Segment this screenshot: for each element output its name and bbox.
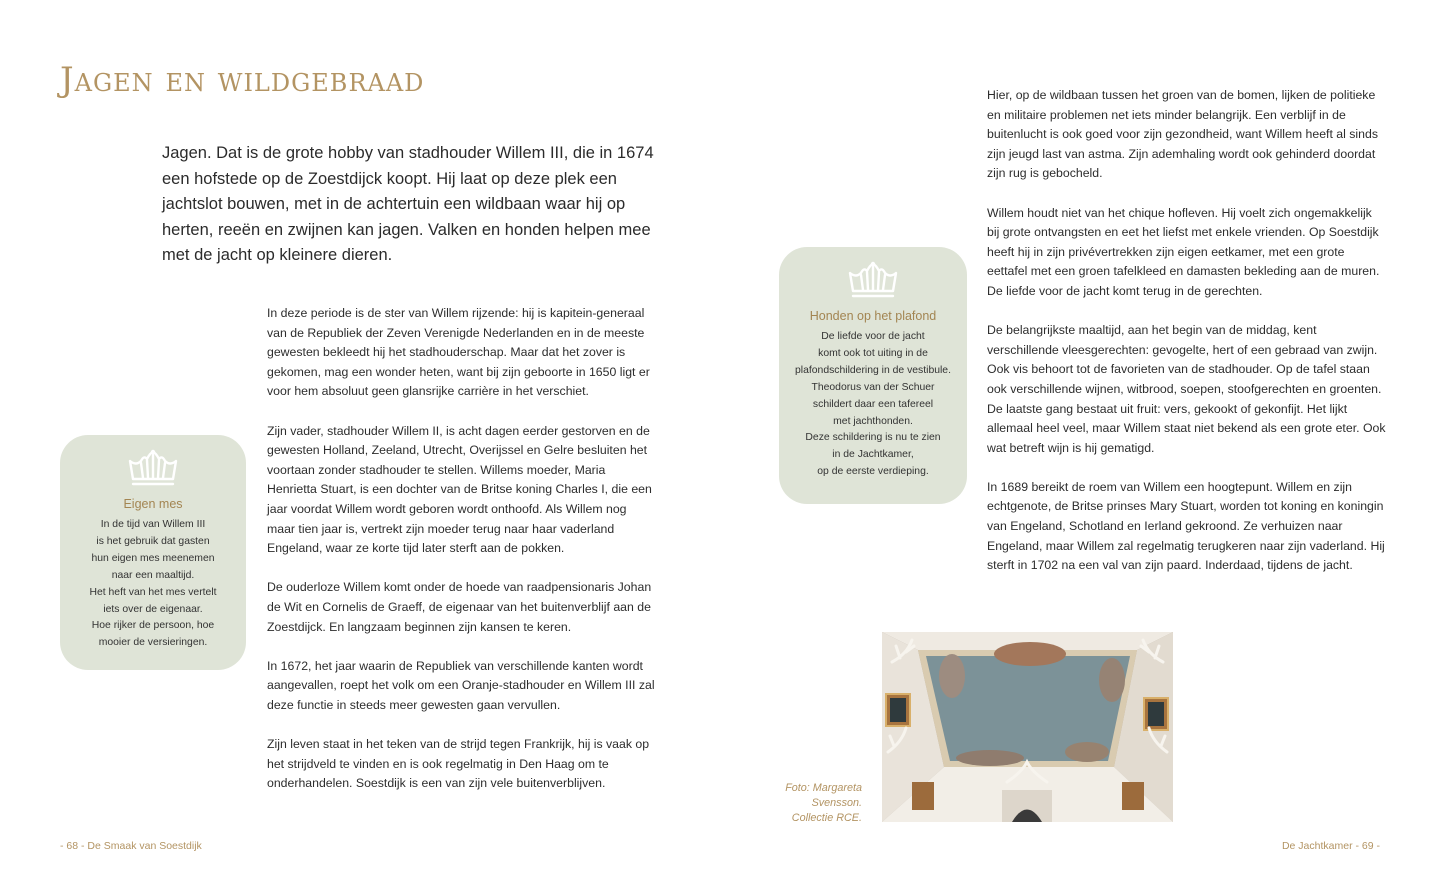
sidebar-text (60, 517, 246, 652)
sidebar-line: De liefde voor de jacht (821, 331, 925, 342)
sidebar-line: is het gebruik dat gasten (96, 535, 210, 547)
ceiling-photo (882, 632, 1173, 822)
sidebar-line: op de eerste verdieping. (817, 466, 929, 478)
sidebar-line: schildert daar een tafereel (812, 398, 934, 410)
sidebar-line: Hoe rijker de persoon, hoe (91, 620, 215, 632)
body-paragraph: Zijn leven staat in het teken van de strijd tegen Frankrijk, hij is vaak op het strijdveld te vinden en is ook regelmatig in Den Haag om te onderhandelen. Soestdijk is een van zijn vele buitenverblijven. (267, 737, 650, 791)
crown-icon (127, 449, 179, 489)
sidebar-line: Theodorus van der Schuer (811, 381, 935, 393)
sidebar-line: In de tijd van Willem III (100, 519, 206, 530)
sidebar-line: met jachthonden. (833, 415, 913, 427)
caption-line: Collectie RCE. (791, 812, 862, 825)
page-title: Jagen en wildgebraad (60, 60, 425, 100)
body-paragraph: De belangrijkste maaltijd, aan het begin van de middag, kent verschillende vleesgerechten: gevogelte, hert of een gebraad van zwijn. Ook vis behoort tot de favorieten van de stadhouder. Op de tafel staan ook verschillende wijnen, witbrood, soepen, stoofgerechten en groenten. De laatste gang bestaat uit fruit: vers, gekookt of gekonfijt. Het lijkt allemaal heel veel, maar Willem staat niet bekend als een grote eter. Ook wat betreft wijn is hij gematigd. (987, 323, 1386, 455)
sidebar-line: Deze schildering is nu te zien (805, 432, 941, 444)
sidebar-line: hun eigen mes meenemen (91, 552, 215, 564)
body-paragraph: De ouderloze Willem komt onder de hoede van raadpensionaris Johan de Wit en Cornelis de Graeff, de eigenaar van het buitenverblijf aan de Zoestdijck. En langzaam beginnen zijn kansen te keren. (267, 580, 652, 634)
sidebar-line: in de Jachtkamer, (832, 449, 914, 461)
page-number-right: De Jachtkamer - 69 - (1281, 840, 1380, 852)
sidebar-line: komt ook tot uiting in de (818, 347, 928, 359)
photo-caption (760, 781, 862, 827)
body-paragraph: Hier, op de wildbaan tussen het groen van de bomen, lijken de politieke en militaire problemen net iets minder belangrijk. Een verblijf in de buitenlucht is ook goed voor zijn gezondheid, want Willem heeft al sinds zijn jeugd last van astma. Zijn ademhaling wordt ook gehinderd doordat zijn rug is gebocheld. (987, 88, 1378, 181)
sidebar-line: naar een maaltijd. (111, 569, 195, 581)
caption-line: Foto: Margareta (785, 782, 862, 794)
sidebar-box-honden (779, 247, 967, 504)
crown-icon (847, 261, 899, 301)
sidebar-line: plafondschildering in de vestibule. (795, 364, 951, 376)
sidebar-title: Eigen mes (123, 497, 183, 511)
sidebar-line: iets over de eigenaar. (103, 603, 203, 615)
sidebar-box-eigen-mes (60, 435, 246, 670)
ceiling-painting-image (882, 632, 1173, 822)
sidebar-text (779, 329, 967, 481)
body-paragraph: In deze periode is de ster van Willem rijzende: hij is kapitein-generaal van de Republiek der Zeven Verenigde Nederlanden en in de meeste gewesten bekleedt hij het stadhouderschap. Maar dat het zover is gekomen, mag een wonder heten, want bij zijn geboorte in 1650 ligt er voor hem absoluut geen glansrijke carrière in het verschiet. (267, 306, 650, 399)
left-column (267, 304, 657, 794)
sidebar-line: mooier de versieringen. (98, 637, 208, 649)
body-paragraph: In 1689 bereikt de roem van Willem een hoogtepunt. Willem en zijn echtgenote, de Britse prinses Mary Stuart, worden tot koning en koningin van Engeland, Schotland en Ierland gekroond. Ze verhuizen naar Engeland, maar Willem zal regelmatig terugkeren naar zijn vaderland. Hij sterft in 1702 na een val van zijn paard. Inderdaad, tijdens de jacht. (987, 479, 1385, 573)
right-column (987, 86, 1387, 576)
sidebar-line: Het heft van het mes vertelt (89, 586, 217, 598)
body-paragraph: Zijn vader, stadhouder Willem II, is acht dagen eerder gestorven en de gewesten Holland, Zeeland, Utrecht, Overijssel en Gelre besluiten het voortaan zonder stadhouder te stellen. Willems moeder, Maria Henrietta Stuart, is een dochter van de Britse koning Charles I, die een jaar voordat Willem wordt geboren wordt onthoofd. Als Willem nog maar tien jaar is, vertrekt zijn moeder terug naar haar vaderland Engeland, waar ze korte tijd later sterft aan de pokken. (267, 423, 652, 556)
sidebar-title: Honden op het plafond (809, 309, 937, 323)
body-paragraph: Willem houdt niet van het chique hofleven. Hij voelt zich ongemakkelijk bij grote ontvangsten en eet het liefst met enkele vrienden. Op Soestdijk heeft hij in zijn privévertrekken zijn eigen eetkamer, met een grote eettafel met een groen tafelkleed en damasten bekleding aan de muren. De liefde voor de jacht komt terug in de gerechten. (987, 205, 1380, 298)
page-number-left: - 68 - De Smaak van Soestdijk (60, 840, 202, 852)
intro-paragraph: Jagen. Dat is de grote hobby van stadhouder Willem III, die in 1674 een hofstede op de Zoestdijck koopt. Hij laat op deze plek een jachtslot bouwen, met in de achtertuin een wildbaan waar hij op herten, reeën en zwijnen kan jagen. Valken en honden helpen mee met de jacht op kleinere dieren. (162, 144, 654, 264)
body-paragraph: In 1672, het jaar waarin de Republiek van verschillende kanten wordt aangevallen, roept het volk om een Oranje-stadhouder en Willem III zal deze functie in steeds meer gewesten gaan vervullen. (267, 658, 655, 712)
caption-line: Svensson. (811, 797, 862, 810)
